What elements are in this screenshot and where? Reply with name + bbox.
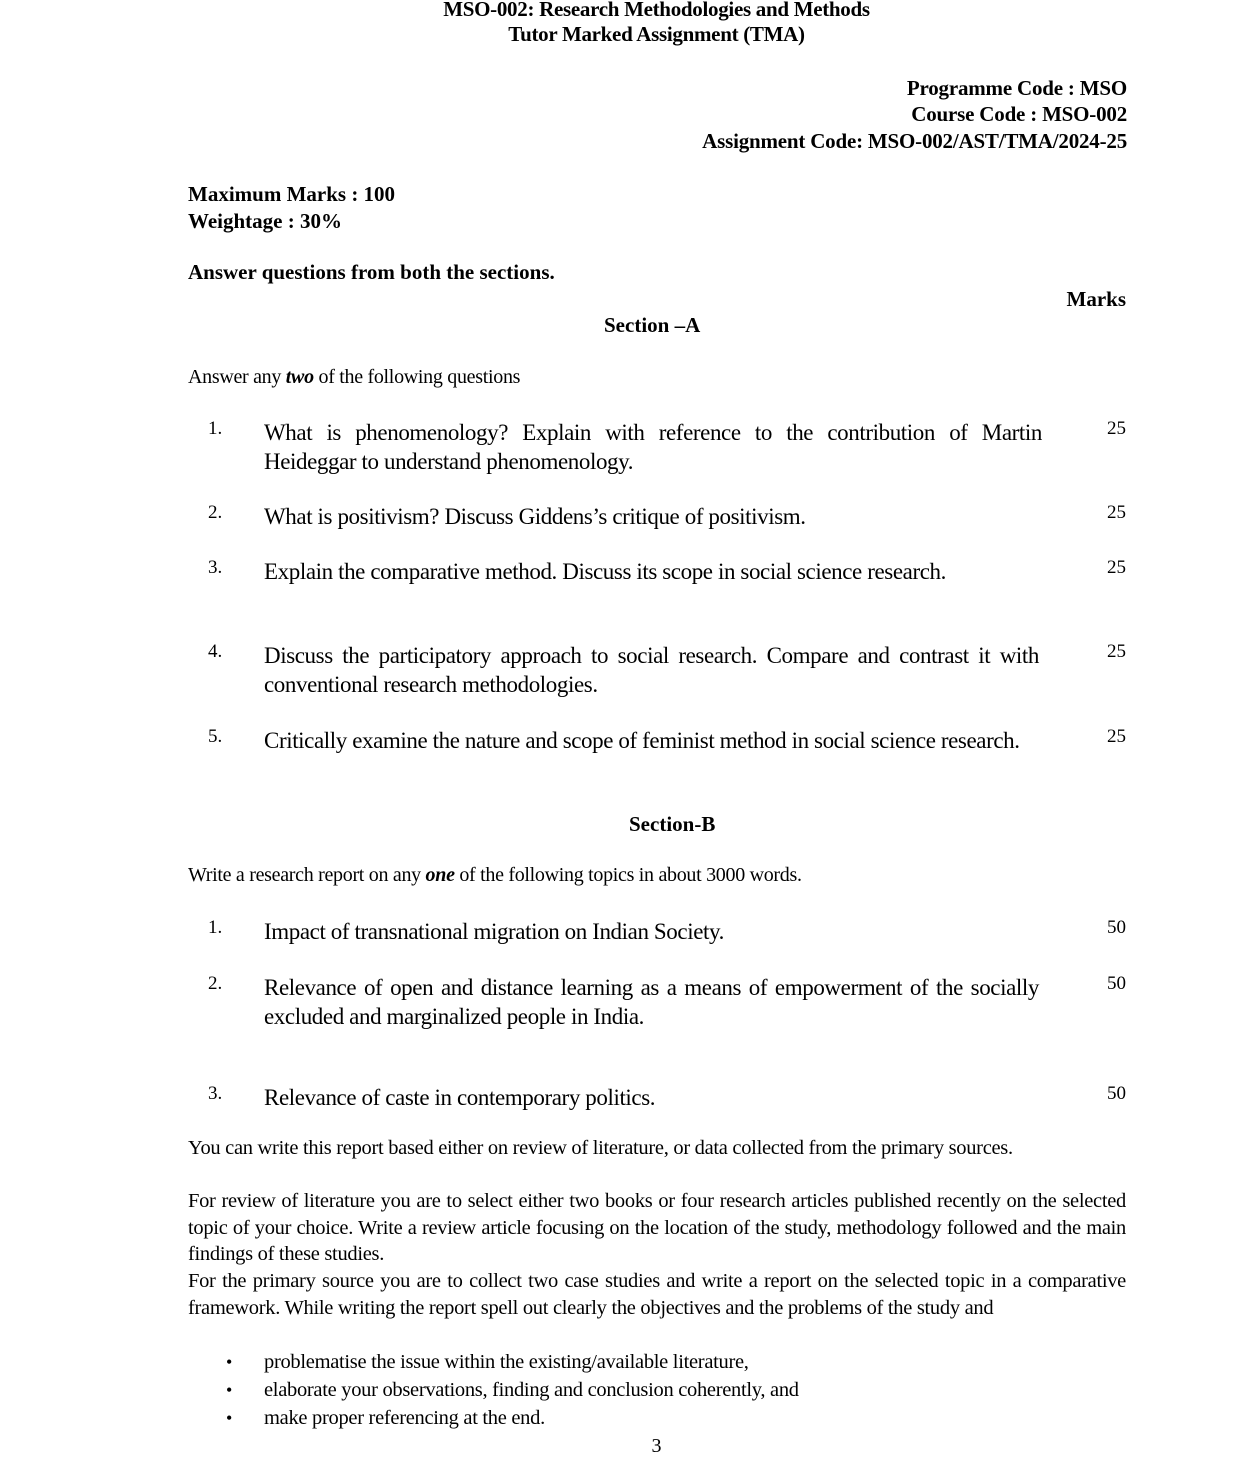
question-marks: 25 [1107,726,1126,747]
question-number: 4. [208,641,223,662]
literature-review-paragraph: For review of literature you are to select either two books or four research articles published recently on the selected topic of your choice. Write a review article focusing on the location of the study, methodology followed and the main findings of these studies. [188,1190,1126,1266]
topic-marks: 50 [1107,1083,1126,1104]
maximum-marks: Maximum Marks : 100 [188,182,396,206]
weightage: Weightage : 30% [188,209,342,233]
list-item-text: elaborate your observations, finding and conclusion coherently, and [264,1379,799,1401]
marks-column-header: Marks [1066,287,1126,311]
question-number: 5. [208,726,223,747]
list-item [188,1404,1126,1432]
requirements-list [188,1348,1126,1432]
topic-number: 2. [208,973,223,994]
page-number: 3 [651,1435,662,1457]
section-b-heading: Section-B [629,812,716,836]
instruction-emphasis: one [425,864,455,886]
document-title: MSO-002: Research Methodologies and Methods [443,0,870,21]
course-code: Course Code : MSO-002 [911,102,1127,126]
section-b-instruction [188,864,802,887]
general-instruction: Answer questions from both the sections. [188,260,555,284]
question-number: 2. [208,502,223,523]
bullet-icon: • [226,1408,233,1428]
question-text: What is positivism? Discuss Giddens’s critique of positivism. [264,504,806,529]
topic-text: Relevance of open and distance learning as a means of empowerment of the socially excluded and marginalized people in India. [264,975,1039,1029]
question-text: Explain the comparative method. Discuss its scope in social science research. [264,559,946,584]
instruction-text: of the following questions [313,366,521,388]
bullet-icon: • [226,1380,233,1400]
question-marks: 25 [1107,502,1126,523]
programme-code: Programme Code : MSO [906,76,1127,100]
question-marks: 25 [1107,418,1126,439]
topic-marks: 50 [1107,917,1126,938]
list-item-text: problematise the issue within the existing/available literature, [264,1351,749,1373]
assignment-code: Assignment Code: MSO-002/AST/TMA/2024-25 [702,129,1127,153]
bullet-icon: • [226,1352,233,1372]
topic-text: Impact of transnational migration on Indian Society. [264,919,724,944]
question-number: 3. [208,557,223,578]
question-marks: 25 [1107,557,1126,578]
question-text: Critically examine the nature and scope of feminist method in social science research. [264,728,1020,753]
topic-marks: 50 [1107,973,1126,994]
topic-number: 3. [208,1083,223,1104]
section-a-instruction [188,366,520,389]
topic-number: 1. [208,917,223,938]
question-text: What is phenomenology? Explain with reference to the contribution of Martin Heideggar to understand phenomenology. [264,420,1042,474]
list-item-text: make proper referencing at the end. [264,1407,545,1429]
section-a-heading: Section –A [604,313,701,337]
question-text: Discuss the participatory approach to social research. Compare and contrast it with conventional research methodologies. [264,643,1039,697]
instruction-text: of the following topics in about 3000 words. [454,864,802,886]
report-guideline-paragraph: You can write this report based either on review of literature, or data collected from the primary sources. [188,1137,1013,1159]
document-subtitle: Tutor Marked Assignment (TMA) [508,22,805,46]
list-item [188,1376,1126,1404]
question-number: 1. [208,418,223,439]
question-marks: 25 [1107,641,1126,662]
instruction-text: Answer any [188,366,286,388]
instruction-emphasis: two [285,366,314,388]
primary-source-paragraph: For the primary source you are to collect two case studies and write a report on the selected topic in a comparative framework. While writing the report spell out clearly the objectives and the problems of the study and [188,1270,1126,1319]
instruction-text: Write a research report on any [188,864,426,886]
topic-text: Relevance of caste in contemporary politics. [264,1085,656,1110]
list-item [188,1348,1126,1376]
